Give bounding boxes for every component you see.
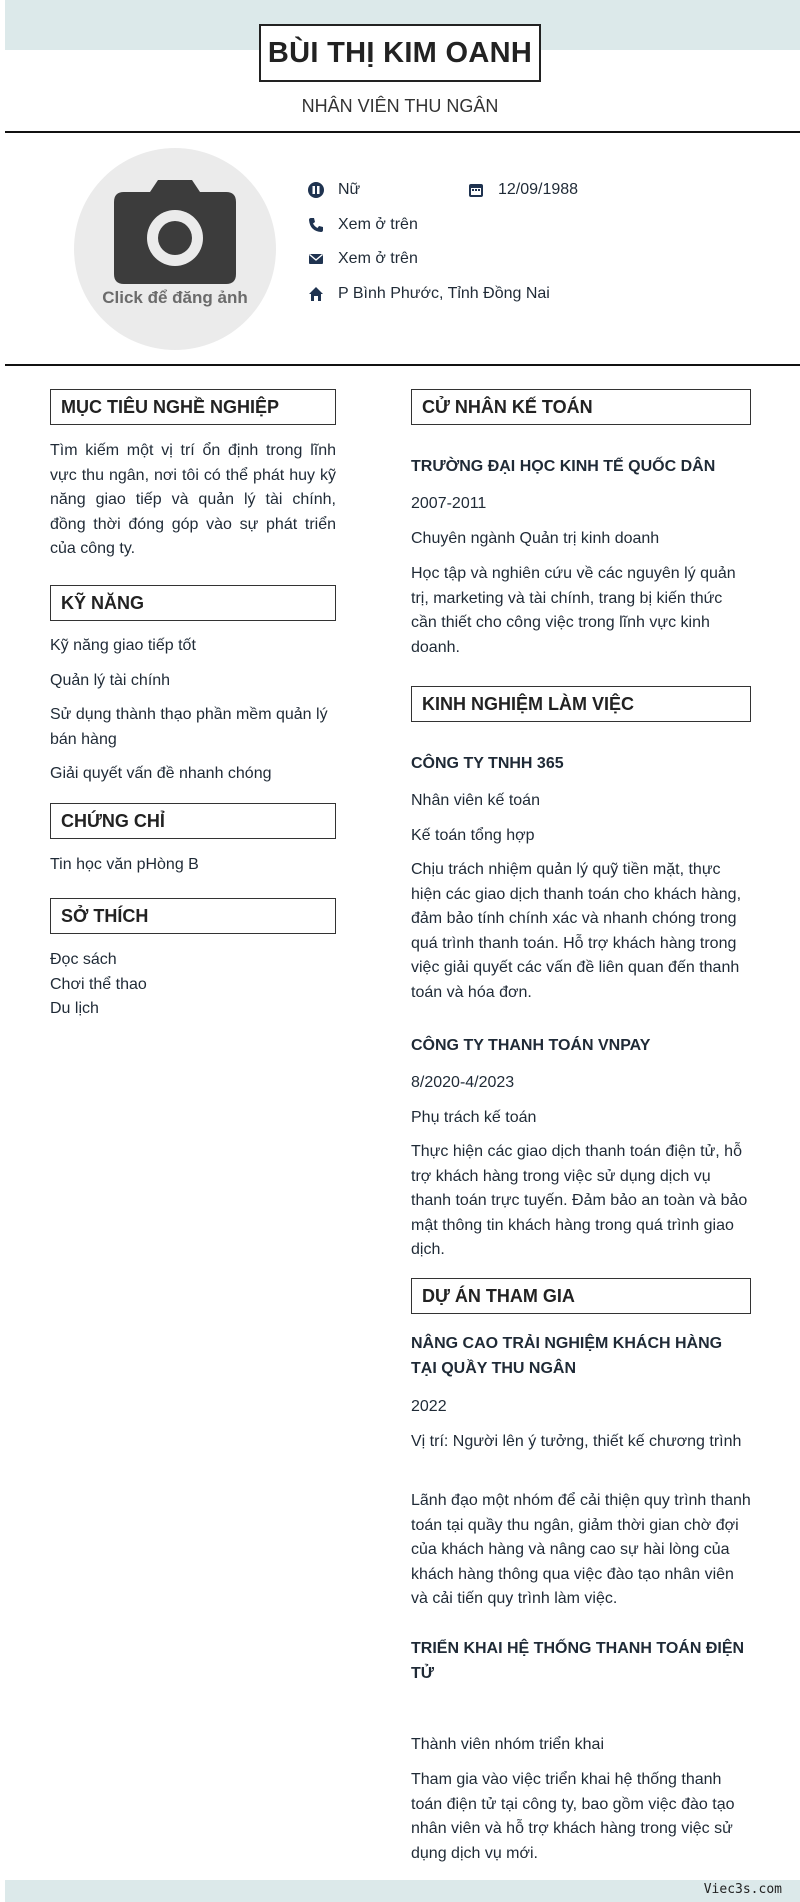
name-box — [259, 24, 541, 82]
phone-icon — [308, 217, 324, 233]
experience-heading: KINH NGHIỆM LÀM VIỆC — [411, 686, 751, 722]
birthday-value: 12/09/1988 — [498, 181, 579, 198]
hobby-item: Đọc sách — [50, 951, 117, 968]
skill-item: Sử dụng thành thạo phần mềm quản lý bán hàng — [50, 706, 328, 748]
certificate-item: Tin học văn pHòng B — [50, 856, 199, 873]
job-line: Kế toán tổng hợp — [411, 827, 535, 844]
objective-text: Tìm kiếm một vị trí ổn định trong lĩnh vực thu ngân, nơi tôi có thể phát huy kỹ năng giao tiếp và quản lý tài chính, đồng thời đóng góp vào sự phát triển của công ty. — [50, 442, 336, 557]
job-line: 8/2020-4/2023 — [411, 1074, 515, 1091]
mail-icon — [308, 251, 324, 267]
education-heading: CỬ NHÂN KẾ TOÁN — [411, 389, 751, 425]
avatar-caption: Click để đăng ảnh — [102, 288, 248, 307]
project-role: Thành viên nhóm triển khai — [411, 1736, 604, 1753]
project-description: Tham gia vào việc triển khai hệ thống thanh toán điện tử tại công ty, bao gồm việc đào tạo nhân viên và hỗ trợ khách hàng trong việc sử dụng dịch vụ mới. — [411, 1771, 735, 1862]
email-value: Xem ở trên — [338, 250, 418, 267]
project-year: 2022 — [411, 1398, 447, 1415]
watermark: Viec3s.com — [703, 1882, 782, 1897]
phone-value: Xem ở trên — [338, 216, 418, 233]
hobby-item: Chơi thể thao — [50, 976, 147, 993]
hobby-item: Du lịch — [50, 1000, 99, 1017]
hobbies-heading: SỞ THÍCH — [50, 898, 336, 934]
project-name: TRIỂN KHAI HỆ THỐNG THANH TOÁN ĐIỆN TỬ — [411, 1640, 745, 1682]
address-value: P Bình Phước, Tỉnh Đồng Nai — [338, 285, 550, 302]
job-line: Nhân viên kế toán — [411, 792, 540, 809]
camera-icon — [114, 178, 236, 284]
job-description: Chịu trách nhiệm quản lý quỹ tiền mặt, thực hiện các giao dịch thanh toán cho khách hàng, đảm bảo tính chính xác và nhanh chóng trong quá trình thanh toán. Hỗ trợ khách hàng trong việc giải quyết các vấn đề liên quan đến thanh toán và hóa đơn. — [411, 861, 742, 1001]
project-description: Lãnh đạo một nhóm để cải thiện quy trình thanh toán tại quầy thu ngân, giảm thời gian chờ đợi của khách hàng và nâng cao sự hài lòng của khách hàng thông qua việc đào tạo nhân viên và cải tiến quy trình làm việc. — [411, 1492, 751, 1607]
certificates-heading: CHỨNG CHỈ — [50, 803, 336, 839]
job-title: NHÂN VIÊN THU NGÂN — [301, 96, 499, 116]
home-icon — [308, 286, 324, 302]
calendar-icon — [468, 182, 484, 198]
skill-item: Quản lý tài chính — [50, 672, 171, 689]
birthday-row — [468, 181, 578, 199]
gender-icon — [308, 182, 324, 198]
education-major: Chuyên ngành Quản trị kinh doanh — [411, 530, 660, 547]
objective-heading: MỤC TIÊU NGHỀ NGHIỆP — [50, 389, 336, 425]
bottom-band — [5, 1880, 800, 1902]
gender-row — [308, 181, 360, 199]
skill-item: Kỹ năng giao tiếp tốt — [50, 637, 196, 654]
job-company: CÔNG TY TNHH 365 — [411, 755, 564, 772]
job-description: Thực hiện các giao dịch thanh toán điện tử, hỗ trợ khách hàng trong việc sử dụng dịch vụ thanh toán trực tuyến. Đảm bảo an toàn và bảo mật thông tin khách hàng trong quá trình giao dịch. — [411, 1143, 748, 1258]
education-description: Học tập và nghiên cứu về các nguyên lý quản trị, marketing và tài chính, trang bị kiến thức cần thiết cho công việc trong lĩnh vực kinh doanh. — [411, 565, 736, 656]
address-row — [308, 285, 550, 303]
projects-heading: DỰ ÁN THAM GIA — [411, 1278, 751, 1314]
candidate-name: BÙI THỊ KIM OANH — [267, 36, 533, 69]
gender-value: Nữ — [338, 181, 361, 198]
project-name: NÂNG CAO TRẢI NGHIỆM KHÁCH HÀNG TẠI QUẦY THU NGÂN — [411, 1335, 723, 1377]
header-divider — [5, 131, 800, 133]
email-row — [308, 250, 418, 268]
project-role: Vị trí: Người lên ý tưởng, thiết kế chương trình — [411, 1433, 742, 1450]
skills-heading: KỸ NĂNG — [50, 585, 336, 621]
job-company: CÔNG TY THANH TOÁN VNPAY — [411, 1037, 651, 1054]
avatar-upload[interactable] — [74, 148, 276, 350]
info-divider — [5, 364, 800, 366]
job-line: Phụ trách kế toán — [411, 1109, 537, 1126]
skill-item: Giải quyết vấn đề nhanh chóng — [50, 765, 272, 782]
school-name: TRƯỜNG ĐẠI HỌC KINH TẾ QUỐC DÂN — [411, 458, 716, 475]
education-period: 2007-2011 — [411, 495, 487, 512]
phone-row — [308, 216, 418, 234]
